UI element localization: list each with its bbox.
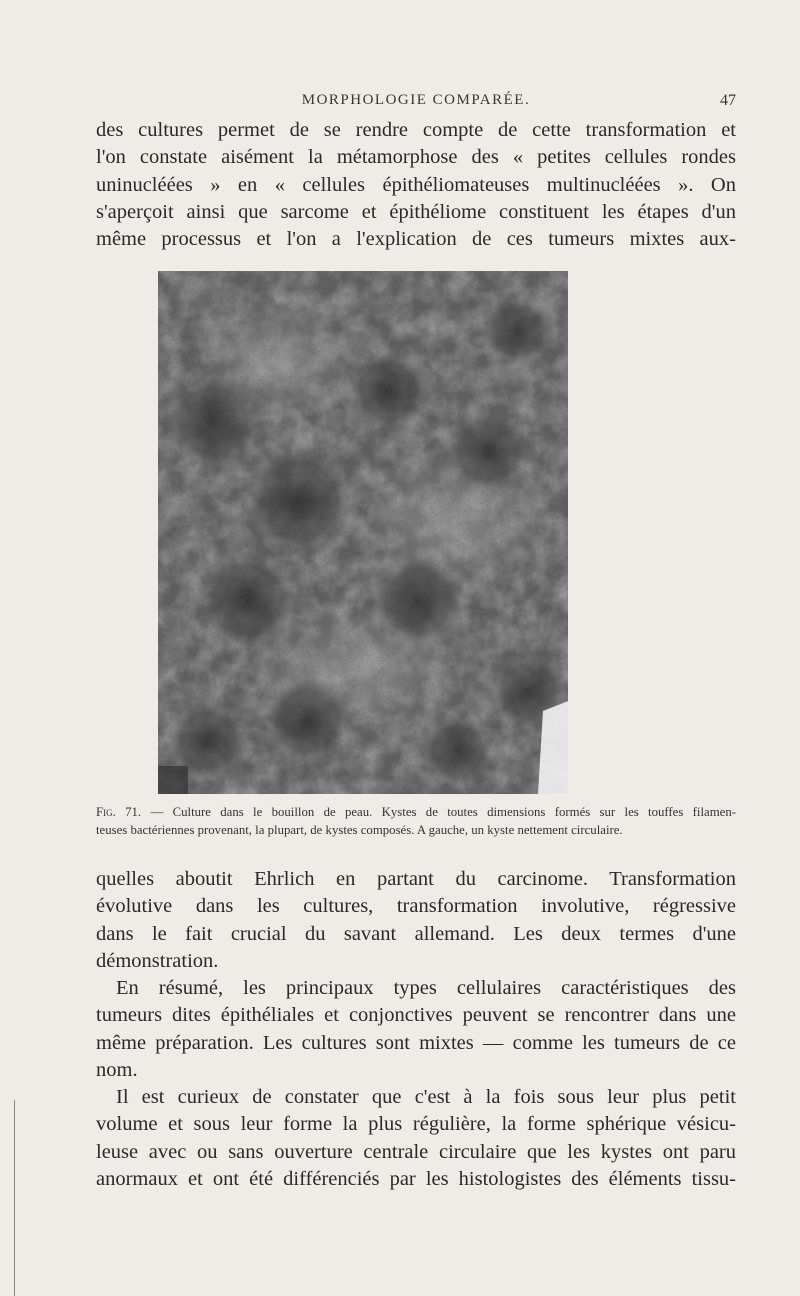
text-line: uninucléées » en « cellules épithéliomateuses multinucléées ». On bbox=[96, 173, 736, 196]
text-line: même processus et l'on a l'explication de ces tumeurs mixtes aux- bbox=[96, 228, 736, 251]
micrograph-image bbox=[158, 271, 568, 794]
text-line: démonstration. bbox=[96, 949, 219, 972]
text-line: volume et sous leur forme la plus régulière, la forme sphérique vésicu- bbox=[96, 1113, 736, 1136]
text-line: quelles aboutit Ehrlich en partant du carcinome. Transformation bbox=[96, 868, 736, 890]
paragraph-2 bbox=[96, 866, 736, 975]
margin-line bbox=[14, 1100, 15, 1296]
text-line: des cultures permet de se rendre compte de cette transformation et bbox=[96, 119, 736, 141]
text-line: anormaux et ont été différenciés par les histologistes des éléments tissu- bbox=[96, 1167, 736, 1190]
running-head bbox=[96, 92, 736, 114]
paragraph-4 bbox=[96, 1084, 736, 1193]
caption-line: teuses bactériennes provenant, la plupart, de kystes composés. A gauche, un kyste nettement circulaire. bbox=[96, 822, 623, 837]
text-line: En résumé, les principaux types cellulaires caractéristiques des bbox=[116, 977, 736, 999]
text-line: s'aperçoit ainsi que sarcome et épithéliome constituent les étapes d'un bbox=[96, 200, 736, 223]
caption-text: — Culture dans le bouillon de peau. Kystes de toutes dimensions formés sur les touffes filamen- bbox=[150, 805, 737, 819]
text-line: Il est curieux de constater que c'est à la fois sous leur plus petit bbox=[116, 1086, 736, 1108]
text-line: même préparation. Les cultures sont mixtes — comme les tumeurs de ce bbox=[96, 1031, 736, 1054]
text-line: tumeurs dites épithéliales et conjonctives peuvent se rencontrer dans une bbox=[96, 1004, 736, 1027]
micrograph-figure bbox=[158, 271, 568, 794]
running-title: MORPHOLOGIE COMPARÉE. bbox=[301, 92, 531, 108]
figure-caption bbox=[96, 804, 736, 839]
text-line: l'on constate aisément la métamorphose des « petites cellules rondes bbox=[96, 146, 736, 169]
paragraph-3 bbox=[96, 975, 736, 1084]
text-line: évolutive dans les cultures, transformation involutive, régressive bbox=[96, 895, 736, 918]
paragraph-1 bbox=[96, 117, 736, 253]
caption-line bbox=[96, 804, 736, 822]
figure-label: Fig. 71. bbox=[96, 805, 142, 819]
page-number: 47 bbox=[720, 92, 736, 109]
text-line: dans le fait crucial du savant allemand. Les deux termes d'une bbox=[96, 922, 736, 945]
text-line: leuse avec ou sans ouverture centrale circulaire que les kystes ont paru bbox=[96, 1140, 736, 1163]
text-line: nom. bbox=[96, 1058, 138, 1081]
